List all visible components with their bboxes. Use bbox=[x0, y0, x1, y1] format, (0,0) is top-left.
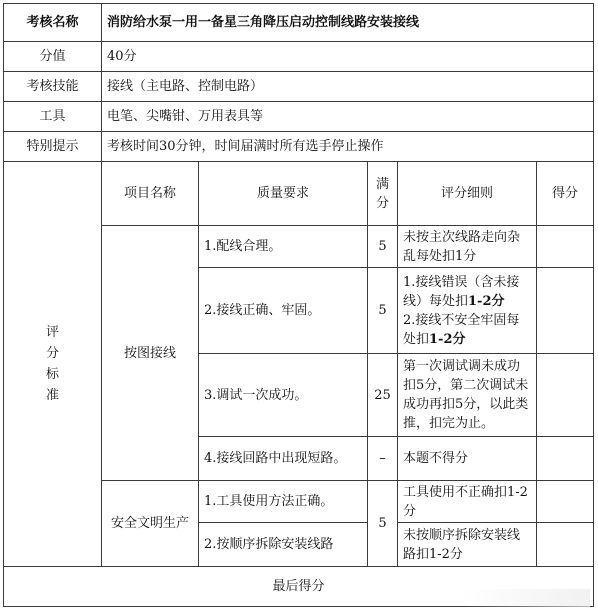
score-cell[interactable] bbox=[537, 226, 594, 268]
col-score: 得分 bbox=[537, 162, 594, 226]
exam-name-row bbox=[4, 4, 594, 42]
exam-name-value: 消防给水泵一用一备星三角降压启动控制线路安装接线 bbox=[102, 4, 594, 42]
col-full-score: 满 分 bbox=[368, 162, 398, 226]
side-label: 评 分 标 准 bbox=[45, 325, 59, 403]
info-label: 分值 bbox=[4, 42, 102, 72]
quality-item: 4.接线回路中出现短路。 bbox=[199, 437, 368, 481]
full-score: 5 bbox=[368, 481, 398, 567]
column-header-row bbox=[4, 162, 594, 226]
detail-item: 1.接线错误（含未接线）每处扣1-2分 2.接线不安全牢固每处扣1-2分 bbox=[398, 268, 537, 354]
col-quality: 质量要求 bbox=[199, 162, 368, 226]
score-cell[interactable] bbox=[537, 354, 594, 437]
score-cell[interactable] bbox=[537, 481, 594, 523]
info-value: 考核时间30分钟，时间届满时所有选手停止操作 bbox=[102, 132, 594, 162]
score-cell[interactable] bbox=[537, 268, 594, 354]
detail-item: 未按顺序拆除安装线路扣1-2分 bbox=[398, 523, 537, 567]
full-score: – bbox=[368, 437, 398, 481]
detail-item: 未按主次线路走向杂乱每处扣1分 bbox=[398, 226, 537, 268]
info-label: 特别提示 bbox=[4, 132, 102, 162]
info-value: 40分 bbox=[102, 42, 594, 72]
section-name: 按图接线 bbox=[102, 226, 199, 481]
score-cell[interactable] bbox=[537, 523, 594, 567]
detail-item: 工具使用不正确扣1-2分 bbox=[398, 481, 537, 523]
quality-item: 2.接线正确、牢固。 bbox=[199, 268, 368, 354]
quality-item: 2.按顺序拆除安装线路 bbox=[199, 523, 368, 567]
info-value: 电笔、尖嘴钳、万用表具等 bbox=[102, 102, 594, 132]
col-item-name: 项目名称 bbox=[102, 162, 199, 226]
info-row-tools bbox=[4, 102, 594, 132]
quality-item: 1.工具使用方法正确。 bbox=[199, 481, 368, 523]
full-score: 5 bbox=[368, 268, 398, 354]
watermark-fade bbox=[460, 589, 590, 607]
assessment-table bbox=[3, 3, 594, 607]
info-label: 考核技能 bbox=[4, 72, 102, 102]
info-row-score bbox=[4, 42, 594, 72]
score-cell[interactable] bbox=[537, 437, 594, 481]
full-score: 5 bbox=[368, 226, 398, 268]
quality-item: 3.调试一次成功。 bbox=[199, 354, 368, 437]
quality-item: 1.配线合理。 bbox=[199, 226, 368, 268]
info-row-notice bbox=[4, 132, 594, 162]
final-score-label: 最后得分 bbox=[4, 567, 594, 607]
detail-item: 本题不得分 bbox=[398, 437, 537, 481]
info-label: 工具 bbox=[4, 102, 102, 132]
info-row-skill bbox=[4, 72, 594, 102]
section-name: 安全文明生产 bbox=[102, 481, 199, 567]
info-value: 接线（主电路、控制电路） bbox=[102, 72, 594, 102]
side-label-cell bbox=[4, 162, 102, 567]
exam-name-label: 考核名称 bbox=[4, 4, 102, 42]
detail-item: 第一次调试调未成功扣5分，第二次调试未成功再扣5分，以此类推，扣完为止。 bbox=[398, 354, 537, 437]
col-details: 评分细则 bbox=[398, 162, 537, 226]
full-score: 25 bbox=[368, 354, 398, 437]
